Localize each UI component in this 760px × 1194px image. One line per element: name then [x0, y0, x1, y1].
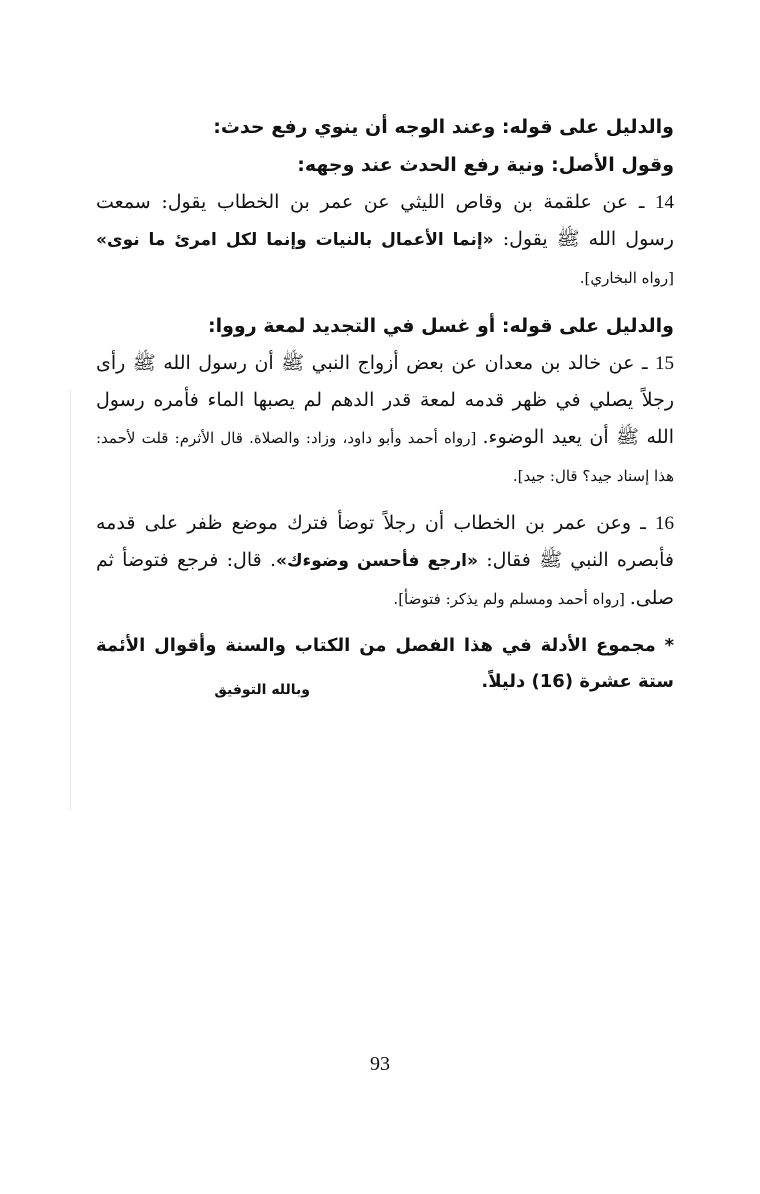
closing-phrase: وبالله التوفيق [214, 682, 310, 698]
hadith-text-after: . قال: فرجع فتوضأ ثم صلى. [96, 549, 674, 609]
hadith-number: 16 [655, 513, 674, 534]
hadith-text: ـ عن خالد بن معدان عن بعض أزواج النبي ﷺ أن رسول الله ﷺ رأى رجلاً يصلي في ظهر قدمه لمعة قدر الدهم لم يصبها الماء فأمره رسول الله ﷺ أن يعيد الوضوء. [96, 352, 674, 448]
hadith-reference: [رواه أحمد ومسلم ولم يذكر: فتوضأ]. [393, 590, 630, 608]
heading-evidence-renewal: والدليل على قوله: أو غسل في التجديد لمعة رووا: [208, 315, 674, 337]
hadith-text: ـ وعن عمر بن الخطاب أن رجلاً توضأ فترك موضع ظفر على قدمه فأبصره النبي ﷺ فقال: [96, 512, 674, 571]
hadith-16 [96, 505, 674, 618]
hadith-text: ـ عن علقمة بن وقاص الليثي عن عمر بن الخطاب يقول: سمعت رسول الله ﷺ يقول: [96, 191, 674, 250]
hadith-number: 14 [655, 192, 674, 213]
hadith-15 [96, 345, 674, 495]
hadith-quote: «ارجع فأحسن وضوءك» [275, 551, 478, 571]
page-margin-line [70, 390, 71, 810]
hadith-reference: [رواه البخاري]. [579, 269, 674, 287]
page-number: 93 [370, 1053, 390, 1075]
evidence-summary: * مجموع الأدلة في هذا الفصل من الكتاب والسنة وأقوال الأئمة ستة عشرة (16) دليلاً. [96, 635, 674, 692]
hadith-number: 15 [655, 353, 674, 374]
hadith-quote: «إنما الأعمال بالنيات وإنما لكل امرئ ما نوى» [96, 230, 494, 250]
heading-original-text: وقول الأصل: ونية رفع الحدث عند وجهه: [297, 154, 674, 176]
hadith-14 [96, 184, 674, 297]
main-text [96, 108, 674, 700]
heading-evidence-intention: والدليل على قوله: وعند الوجه أن ينوي رفع حدث: [213, 116, 674, 138]
hadith-reference: [رواه أحمد وأبو داود، وزاد: والصلاة. قال الأثرم: قلت لأحمد: هذا إسناد جيد؟ قال: جيد]. [96, 429, 674, 485]
